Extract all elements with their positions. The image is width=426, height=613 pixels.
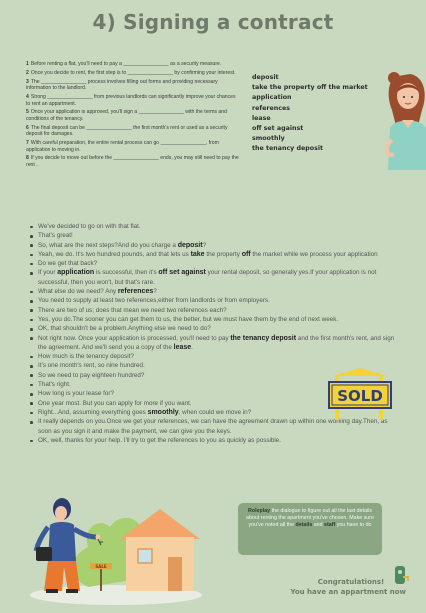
girl-illustration	[384, 70, 426, 170]
exercise-number: 8	[26, 155, 29, 162]
exercise-number: 4	[26, 93, 29, 100]
dialogue-line	[30, 315, 402, 324]
dialogue-line	[30, 222, 402, 231]
dialogue-keyword: off set against	[158, 269, 206, 277]
exercise-sentence	[26, 155, 240, 168]
sold-text: SOLD	[337, 387, 383, 405]
dialogue-text: That's great!	[38, 232, 73, 240]
exercise-number: 2	[26, 69, 29, 76]
dialogue-text: your rental deposit, so generally yes.If your application is not successful, then you won't, but that's rare.	[38, 269, 377, 286]
exercise-text: The ________________ process involves filling out forms and providing necessary information to the landlord.	[26, 78, 218, 92]
exercise-text: Once your application is approved, you'll sign a ________________ with the terms and conditions of the tenancy.	[26, 109, 227, 122]
dialogue-text: OK, that shouldn't be a problem.Anything else we need to do?	[38, 325, 211, 333]
dialogue-text: the property	[204, 250, 242, 258]
exercise-text: If you decide to move out before the ________________ ends, you may still need to pay the rent .	[26, 155, 239, 169]
dialogue-text: How long is your lease for?	[38, 390, 114, 398]
dialogue-line	[30, 268, 402, 287]
dialogue-text: and the first month's rent, and sign the agreement. And we'll send you a copy of the	[38, 334, 395, 351]
word-bank-item: deposit	[252, 74, 279, 81]
word-bank-item: lease	[252, 114, 271, 122]
dialogue-text: Do we get that back?	[38, 260, 98, 268]
page-title: 4) Signing a contract	[92, 10, 334, 34]
dialogue-keyword: off	[241, 250, 251, 258]
dialogue-text: How much is the tenancy deposit?	[38, 353, 134, 361]
dialogue-keyword: lease	[173, 343, 192, 351]
exercise-sentence	[26, 125, 240, 138]
word-bank-item: the tenancy deposit	[252, 145, 324, 153]
roleplay-text-3: you have to do	[335, 522, 372, 529]
exercise-number: 1	[26, 61, 29, 67]
exercise-text: The final deposit can be ________________ the first month's rent or used as a security deposit for damages.	[26, 124, 228, 138]
woman-house-illustration	[28, 487, 204, 605]
roleplay-staff: staff	[324, 522, 336, 529]
congrats-line-1: Congratulations!	[317, 578, 385, 586]
exercise-number: 7	[26, 140, 29, 147]
dialogue-text: Yeah, we do. It's two hundred pounds, and that lets us	[38, 250, 191, 258]
dialogue-keyword: application	[57, 269, 95, 277]
dialogue-line	[30, 306, 402, 315]
exercise-number: 5	[26, 109, 29, 116]
dialogue-text: OK, well, thanks for your help. I'll try to get the references to you as quickly as possible.	[38, 436, 282, 444]
congrats-line-2: You have an appartment now	[290, 588, 406, 596]
dialogue-text: the market while we process your application	[250, 250, 378, 258]
exercise-text: Before renting a flat, you'll need to pay a ________________ as a security measure.	[30, 61, 222, 67]
dialogue-line	[30, 296, 402, 305]
dialogue-keyword: take	[190, 250, 205, 258]
dialogue-text: It really depends on you.Once we get your references, we can have the agreement drawn up within one working day.Then, as soon as you sign it and make the payment, we can give you the keys.	[38, 418, 388, 435]
exercise-sentence	[26, 109, 240, 122]
exercise-text: Strong ________________ from previous landlords can significantly improve your chances to rent an appartment.	[26, 93, 236, 107]
dialogue-line	[30, 241, 402, 250]
dialogue-text: If your	[38, 269, 58, 277]
word-bank-item: smoothly	[252, 135, 285, 143]
dialogue-text: is successful, then it's	[94, 269, 159, 277]
sale-tag-text: SALE	[95, 564, 107, 569]
word-bank-item: take the property off the market	[252, 84, 368, 92]
dialogue-text: ?	[202, 241, 207, 249]
dialogue-line	[30, 352, 402, 361]
dialogue-text: ?	[153, 288, 157, 296]
dialogue-text: That's right.	[38, 381, 71, 389]
sold-sign-icon	[327, 368, 393, 420]
dialogue-line	[30, 259, 402, 268]
exercise-number: 3	[26, 78, 29, 85]
dialogue-text: So we need to pay eighteen hundred?	[38, 371, 145, 379]
exercise-sentence	[26, 79, 240, 92]
word-bank-item: off set against	[252, 125, 304, 133]
congratulations-text	[276, 577, 406, 597]
dialogue-text: Not right now. Once your application is processed, you'll need to pay	[38, 334, 231, 342]
exercise-text: Once you decide to rent, the first step is to ________________ by confirming your interest.	[30, 69, 236, 76]
exercise-sentence	[26, 70, 240, 77]
exercise-sentence	[26, 61, 240, 68]
dialogue-keyword: deposit	[177, 241, 203, 249]
dialogue-text: Right...And, assuming everything goes	[38, 408, 148, 416]
dialogue-line	[30, 231, 402, 240]
dialogue-line	[30, 287, 402, 296]
dialogue-line	[30, 417, 402, 436]
dialogue-line	[30, 324, 402, 333]
dialogue-text: What else do we need? Any	[38, 288, 118, 296]
dialogue-keyword: smoothly	[147, 408, 179, 416]
exercise-text: With careful preparation, the entire rental process can go ________________, from application to moving in.	[26, 140, 219, 153]
dialogue-text: So, what are the next steps?And do you charge a	[38, 241, 178, 249]
dialogue-text: One year most. But you can apply for more if you want.	[38, 399, 192, 407]
word-bank-item: application	[252, 94, 292, 102]
roleplay-text-1: the dialogue to figure out all the last details about renting the apartment you've chosen. Make sure you've noted all the	[246, 508, 374, 529]
dialogue-text: It's one month's rent, so nine hundred.	[38, 362, 145, 370]
dialogue-line	[30, 436, 402, 445]
word-bank-item: references	[252, 104, 290, 112]
dialogue-line	[30, 250, 402, 259]
exercise-sentence	[26, 140, 240, 153]
roleplay-lead: Roleplay	[248, 508, 271, 514]
dialogue-text: You need to supply at least two references,either from landlords or from employers.	[38, 297, 270, 305]
dialogue-keyword: the tenancy deposit	[230, 334, 297, 342]
dialogue-text: .	[191, 343, 193, 351]
exercise-sentence	[26, 94, 240, 107]
dialogue-line	[30, 334, 402, 353]
dialogue-text: There are two of us; does that mean we need two references each?	[38, 306, 227, 314]
exercise-number: 6	[26, 124, 29, 131]
roleplay-details: details	[295, 522, 313, 529]
fill-in-exercises	[26, 61, 240, 171]
roleplay-text-2: and	[312, 522, 325, 529]
dialogue-text: We've decided to go on with that flat.	[38, 223, 141, 230]
dialogue-text: Yes, you do.The sooner you can get them to us, the better, but we must have them by the end of next week.	[38, 315, 339, 323]
dialogue-keyword: references	[117, 288, 154, 296]
roleplay-instructions	[238, 503, 382, 555]
dialogue-text: , when could we move in?	[178, 408, 252, 416]
word-bank	[252, 73, 372, 155]
